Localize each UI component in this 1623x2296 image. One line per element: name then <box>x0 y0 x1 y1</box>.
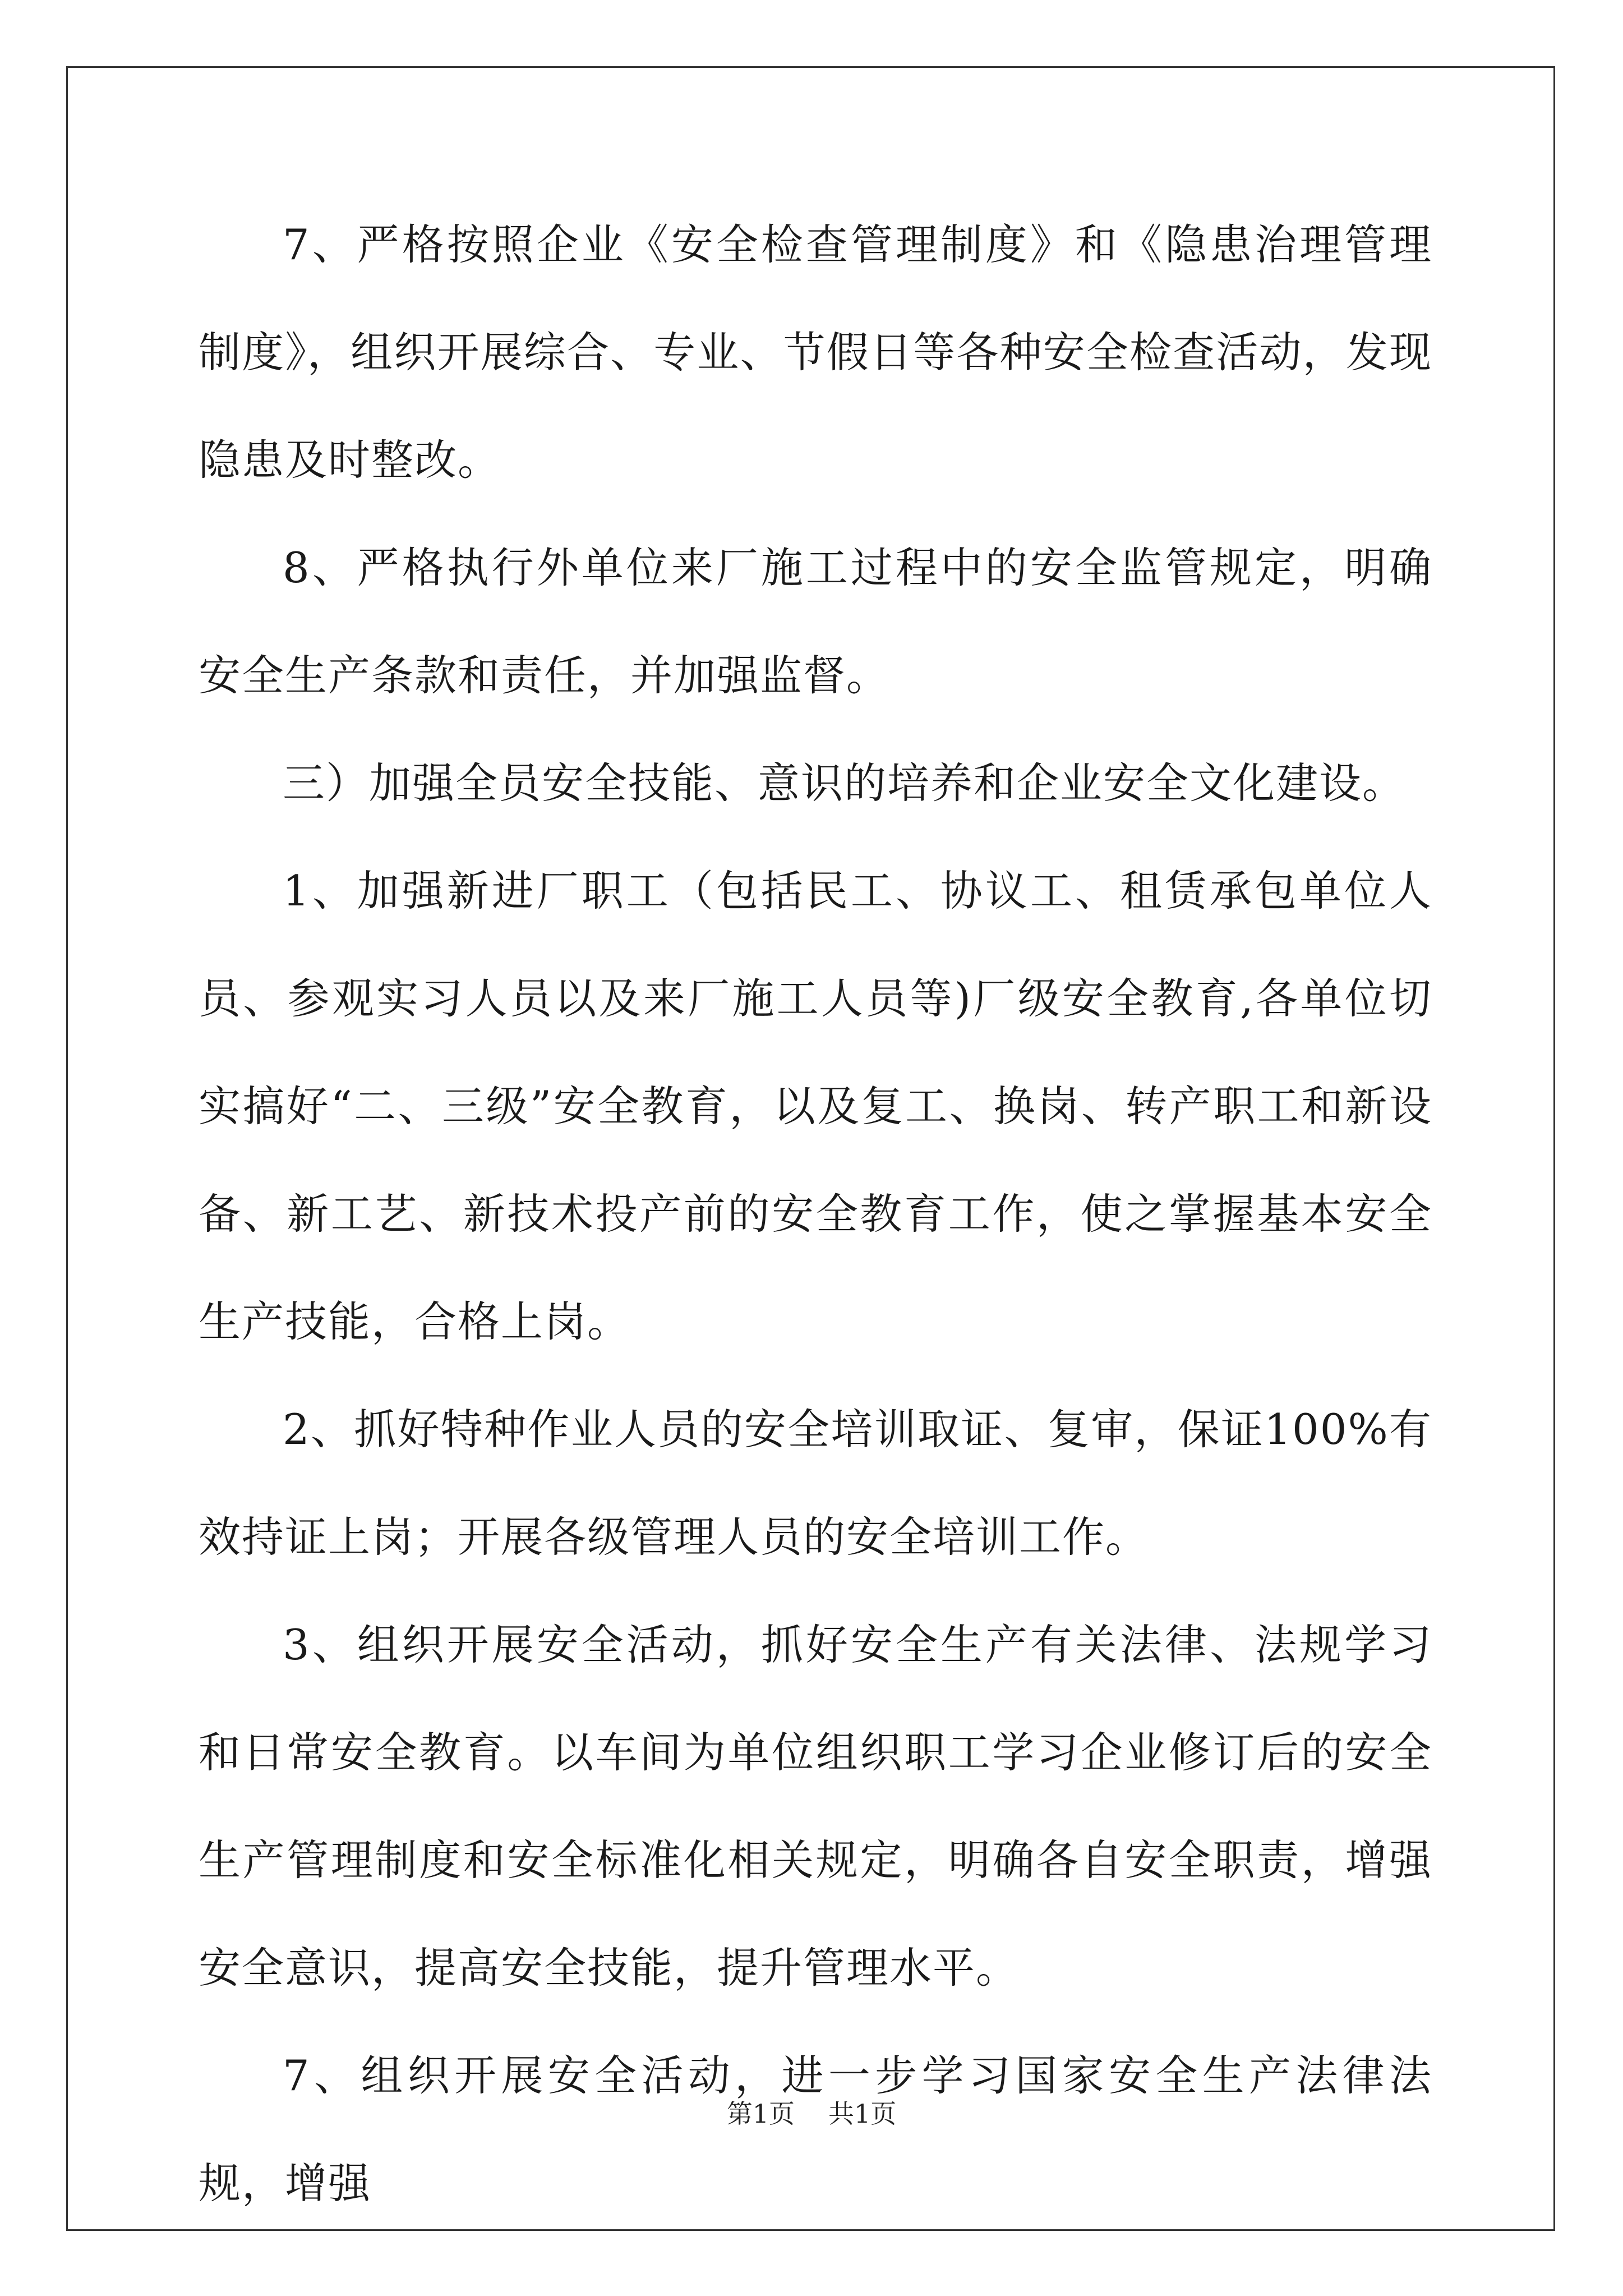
page-number: 第1页 <box>726 2099 795 2129</box>
paragraph-1: 7、严格按照企业《安全检查管理制度》和《隐患治理管理制度》，组织开展综合、专业、节假日等各种安全检查活动，发现隐患及时整改。 <box>199 220 1432 485</box>
paragraph-5: 3、组织开展安全活动，抓好安全生产有关法律、法规学习和日常安全教育。以车间为单位组织职工学习企业修订后的安全生产管理制度和安全标准化相关规定，明确各自安全职责，增强安全意识，提高安全技能，提升管理水平。 <box>199 1620 1432 1993</box>
page-footer <box>0 2097 1623 2131</box>
paragraph-4: 2、抓好特种作业人员的安全培训取证、复审，保证100%有效持证上岗；开展各级管理人员的安全培训工作。 <box>199 1405 1432 1562</box>
paragraph-3: 1、加强新进厂职工（包括民工、协议工、租赁承包单位人员、参观实习人员以及来厂施工人员等)厂级安全教育,各单位切实搞好“二、三级”安全教育，以及复工、换岗、转产职工和新设备、新工艺、新技术投产前的安全教育工作，使之掌握基本安全生产技能，合格上岗。 <box>199 866 1432 1346</box>
document-body <box>199 191 1432 2237</box>
page-total: 共1页 <box>828 2099 897 2129</box>
section-heading: 三）加强全员安全技能、意识的培养和企业安全文化建设。 <box>283 758 1406 808</box>
paragraph-6: 7、组织开展安全活动，进一步学习国家安全生产法律法规，增强 <box>199 2051 1432 2208</box>
paragraph-2: 8、严格执行外单位来厂施工过程中的安全监管规定，明确安全生产条款和责任，并加强监督。 <box>199 543 1432 700</box>
